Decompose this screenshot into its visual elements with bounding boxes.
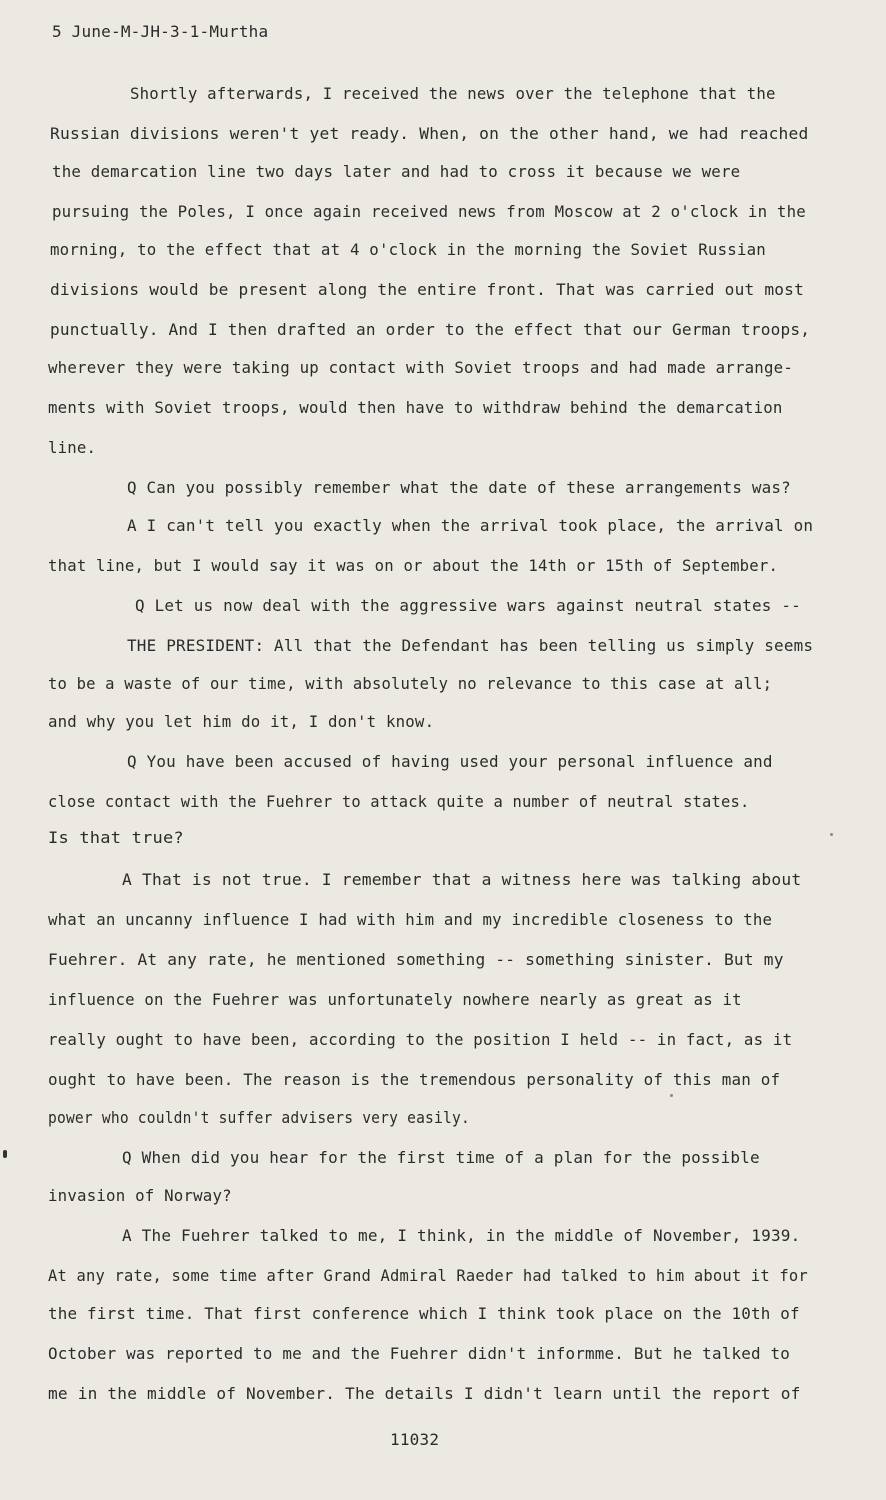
text-line: that line, but I would say it was on or about the 14th or 15th of September.: [48, 556, 779, 575]
text-line: October was reported to me and the Fuehrer didn't informme. But he talked to: [48, 1344, 791, 1363]
text-line: Russian divisions weren't yet ready. When, on the other hand, we had reached: [50, 124, 809, 143]
text-line: A The Fuehrer talked to me, I think, in the middle of November, 1939.: [122, 1226, 801, 1245]
text-line: wherever they were taking up contact with Soviet troops and had made arrange-: [48, 358, 794, 377]
paper-speck: [670, 1094, 673, 1097]
text-line: A I can't tell you exactly when the arrival took place, the arrival on: [127, 516, 814, 535]
text-line: close contact with the Fuehrer to attack quite a number of neutral states.: [48, 792, 750, 811]
page-header: 5 June-M-JH-3-1-Murtha: [52, 22, 269, 41]
text-line: Q You have been accused of having used your personal influence and: [127, 752, 773, 771]
text-line: invasion of Norway?: [48, 1186, 232, 1205]
text-line: ments with Soviet troops, would then have to withdraw behind the demarcation: [48, 398, 783, 417]
text-line: pursuing the Poles, I once again received news from Moscow at 2 o'clock in the: [52, 202, 806, 221]
paper-speck: [830, 833, 833, 836]
text-line: really ought to have been, according to the position I held -- in fact, as it: [48, 1030, 793, 1049]
text-line: power who couldn't suffer advisers very easily.: [48, 1108, 470, 1127]
text-line: what an uncanny influence I had with him and my incredible closeness to the: [48, 910, 773, 929]
text-line: divisions would be present along the entire front. That was carried out most: [50, 280, 805, 299]
text-line: the demarcation line two days later and had to cross it because we were: [52, 162, 741, 181]
text-line: THE PRESIDENT: All that the Defendant has been telling us simply seems: [127, 636, 814, 655]
text-line: influence on the Fuehrer was unfortunately nowhere nearly as great as it: [48, 990, 742, 1009]
text-line: Fuehrer. At any rate, he mentioned something -- something sinister. But my: [48, 950, 784, 969]
paper-speck: [3, 1150, 7, 1158]
text-line: and why you let him do it, I don't know.: [48, 712, 435, 731]
text-line: ought to have been. The reason is the tremendous personality of this man of: [48, 1070, 781, 1089]
text-line: punctually. And I then drafted an order to the effect that our German troops,: [50, 320, 811, 339]
text-line: to be a waste of our time, with absolutely no relevance to this case at all;: [48, 674, 773, 693]
text-line: Q Let us now deal with the aggressive wars against neutral states --: [135, 596, 801, 615]
text-line: the first time. That first conference which I think took place on the 10th of: [48, 1304, 800, 1323]
text-line: line.: [48, 438, 97, 457]
text-line: Q When did you hear for the first time of a plan for the possible: [122, 1148, 760, 1167]
page-number: 11032: [390, 1430, 440, 1449]
text-line: me in the middle of November. The details I didn't learn until the report of: [48, 1384, 801, 1403]
text-line: morning, to the effect that at 4 o'clock in the morning the Soviet Russian: [50, 240, 766, 259]
text-line: Shortly afterwards, I received the news over the telephone that the: [130, 84, 776, 103]
text-line: Q Can you possibly remember what the date of these arrangements was?: [127, 478, 791, 497]
text-line: Is that true?: [48, 828, 184, 847]
text-line: At any rate, some time after Grand Admiral Raeder had talked to him about it for: [48, 1266, 808, 1285]
text-line: A That is not true. I remember that a witness here was talking about: [122, 870, 802, 889]
